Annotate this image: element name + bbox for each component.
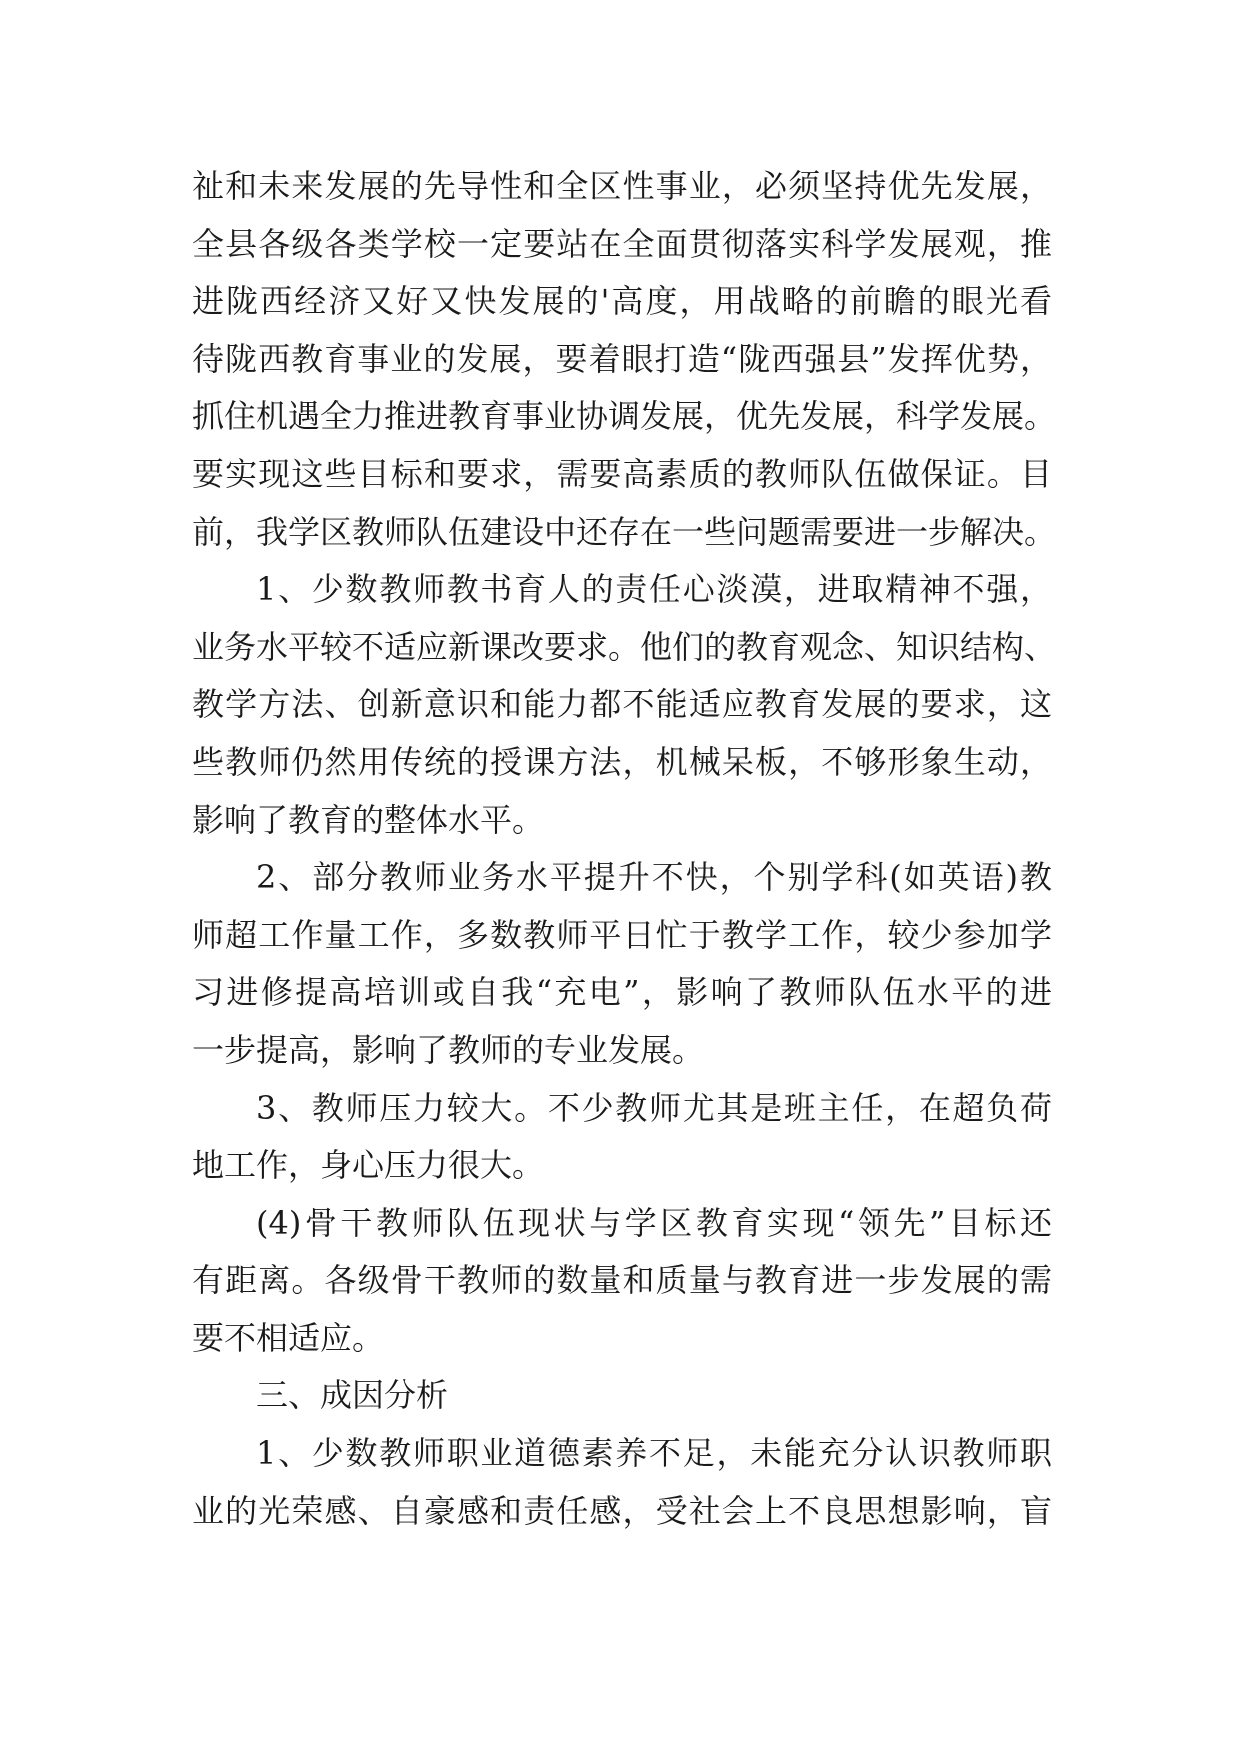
- text-line: 习进修提高培训或自我“充电”，影响了教师队伍水平的进: [192, 973, 1052, 1012]
- text-line: 地工作，身心压力很大。: [192, 1146, 545, 1185]
- paragraph-issue-3: [192, 1080, 1052, 1195]
- document-body: [192, 158, 1057, 1540]
- text-line: 一步提高，影响了教师的专业发展。: [192, 1030, 705, 1069]
- section-heading: [192, 1367, 1052, 1425]
- text-line: 要不相适应。: [192, 1318, 385, 1357]
- text-line: 1、少数教师教书育人的责任心淡漠，进取精神不强，: [256, 570, 1052, 609]
- text-line: 全县各级各类学校一定要站在全面贯彻落实科学发展观，推: [192, 224, 1052, 263]
- text-line: 教学方法、创新意识和能力都不能适应教育发展的要求，这: [192, 685, 1052, 724]
- text-line: 师超工作量工作，多数教师平日忙于教学工作，较少参加学: [192, 915, 1052, 954]
- text-line: 业务水平较不适应新课改要求。他们的教育观念、知识结构、: [192, 627, 1057, 666]
- heading-text: 三、成因分析: [256, 1376, 449, 1415]
- paragraph-issue-1: [192, 561, 1057, 849]
- text-line: 要实现这些目标和要求，需要高素质的教师队伍做保证。目: [192, 454, 1052, 493]
- text-line: 影响了教育的整体水平。: [192, 800, 545, 839]
- text-line: 前，我学区教师队伍建设中还存在一些问题需要进一步解决。: [192, 512, 1057, 551]
- text-line: 待陇西教育事业的发展，要着眼打造“陇西强县”发挥优势，: [192, 339, 1052, 378]
- paragraph-issue-2: [192, 849, 1052, 1079]
- text-line: 2、部分教师业务水平提升不快，个别学科(如英语)教: [256, 858, 1052, 897]
- text-line: 1、少数教师职业道德素养不足，未能充分认识教师职: [256, 1434, 1052, 1473]
- text-line: 业的光荣感、自豪感和责任感，受社会上不良思想影响，盲: [192, 1491, 1052, 1530]
- text-line: 进陇西经济又好又快发展的'高度，用战略的前瞻的眼光看: [192, 282, 1052, 321]
- paragraph-cause-1: [192, 1425, 1052, 1540]
- paragraph-issue-4: [192, 1195, 1052, 1368]
- text-line: 3、教师压力较大。不少教师尤其是班主任，在超负荷: [256, 1088, 1052, 1127]
- text-line: 祉和未来发展的先导性和全区性事业，必须坚持优先发展，: [192, 167, 1052, 205]
- text-line: 有距离。各级骨干教师的数量和质量与教育进一步发展的需: [192, 1261, 1052, 1300]
- text-line: 抓住机遇全力推进教育事业协调发展，优先发展，科学发展。: [192, 397, 1057, 436]
- paragraph-continuation: [192, 158, 1057, 561]
- text-line: (4)骨干教师队伍现状与学区教育实现“领先”目标还: [256, 1203, 1052, 1242]
- text-line: 些教师仍然用传统的授课方法，机械呆板，不够形象生动，: [192, 742, 1052, 781]
